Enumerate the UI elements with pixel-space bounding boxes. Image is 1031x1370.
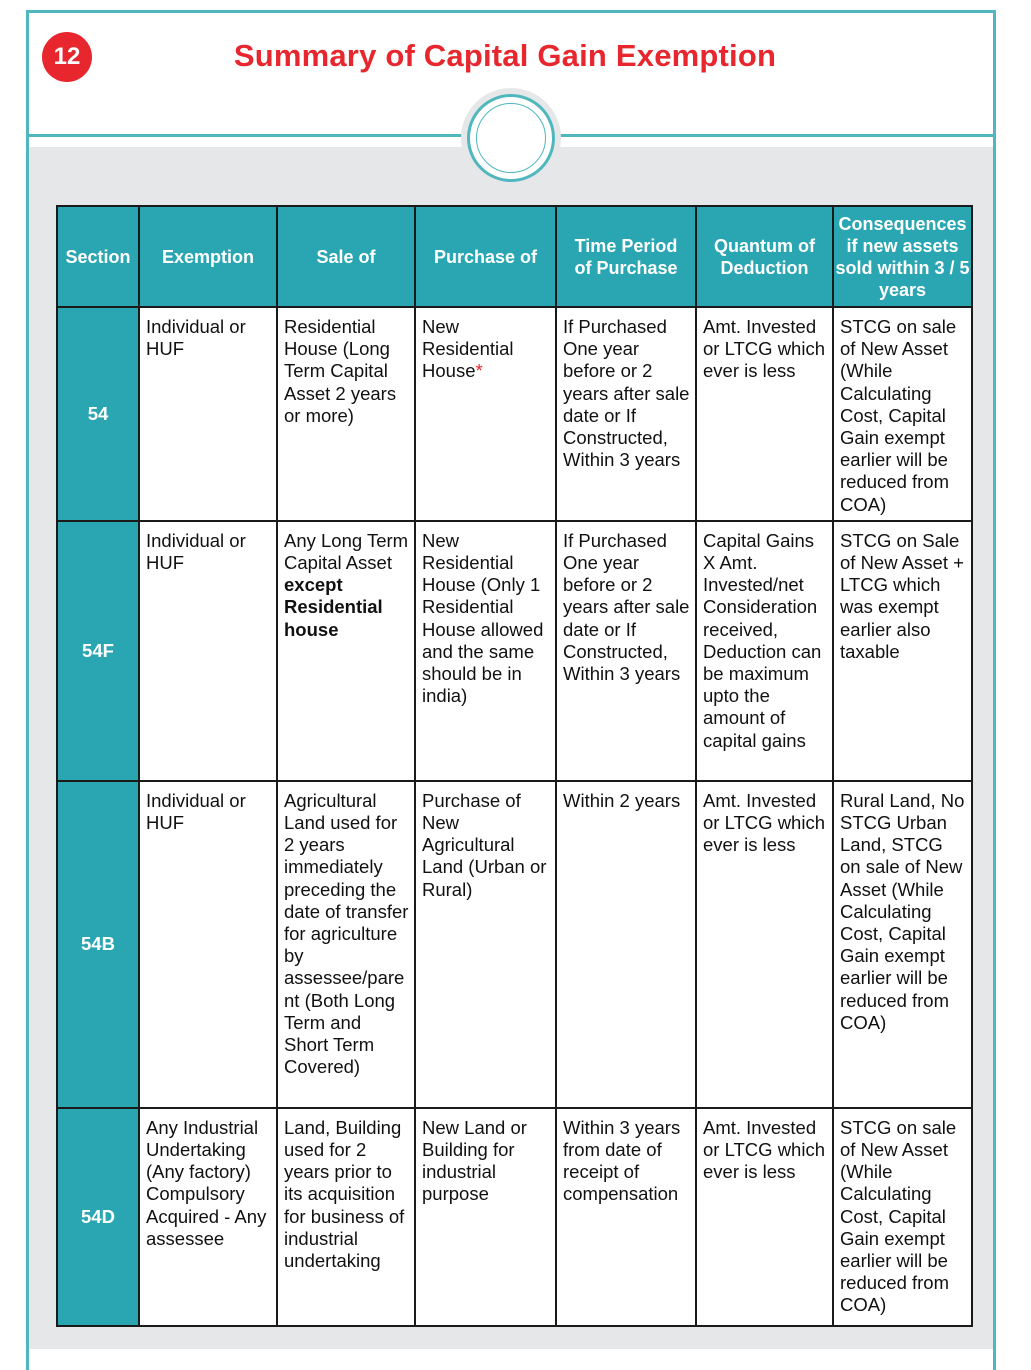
- header-section: Section: [57, 206, 139, 307]
- capital-gain-exemption-table: [56, 205, 973, 1327]
- time-period-cell: If Purchased One year before or 2 years after sale date or If Constructed, Within 3 years: [556, 307, 696, 521]
- exemption-cell: Individual or HUF: [139, 307, 277, 521]
- divider-ornament-inner-ring: [476, 103, 546, 173]
- consequences-cell: STCG on sale of New Asset (While Calculating Cost, Capital Gain exempt earlier will be reduced from COA): [833, 307, 972, 521]
- consequences-cell: STCG on sale of New Asset (While Calculating Cost, Capital Gain exempt earlier will be reduced from COA): [833, 1108, 972, 1326]
- table-row: [57, 521, 972, 781]
- quantum-cell: Amt. Invested or LTCG which ever is less: [696, 307, 833, 521]
- sale-of-text: Any Long Term Capital Asset: [284, 529, 409, 574]
- purchase-of-cell: New Land or Building for industrial purpose: [415, 1108, 556, 1326]
- table-header-row: [57, 206, 972, 307]
- page-title: Summary of Capital Gain Exemption: [233, 38, 777, 73]
- table-row: [57, 307, 972, 521]
- sale-of-cell: Agricultural Land used for 2 years immediately preceding the date of transfer for agriculture by assessee/parent (Both Long Term and Short Term Covered): [277, 781, 415, 1108]
- header-exemption: Exemption: [139, 206, 277, 307]
- sale-of-cell: Residential House (Long Term Capital Asset 2 years or more): [277, 307, 415, 521]
- sale-of-cell: Land, Building used for 2 years prior to its acquisition for business of industrial undertaking: [277, 1108, 415, 1326]
- purchase-of-cell: Purchase of New Agricultural Land (Urban or Rural): [415, 781, 556, 1108]
- exemption-cell: Any Industrial Undertaking (Any factory) Compulsory Acquired - Any assessee: [139, 1108, 277, 1326]
- section-cell: 54F: [57, 521, 139, 781]
- header-consequences: Consequences if new assets sold within 3 / 5 years: [833, 206, 972, 307]
- consequences-cell: Rural Land, No STCG Urban Land, STCG on sale of New Asset (While Calculating Cost, Capital Gain exempt earlier will be reduced from COA): [833, 781, 972, 1108]
- table-row: [57, 1108, 972, 1326]
- quantum-cell: Amt. Invested or LTCG which ever is less: [696, 781, 833, 1108]
- header-sale-of: Sale of: [277, 206, 415, 307]
- time-period-cell: Within 2 years: [556, 781, 696, 1108]
- purchase-of-cell: [415, 307, 556, 521]
- section-cell: 54D: [57, 1108, 139, 1326]
- exemption-cell: Individual or HUF: [139, 781, 277, 1108]
- header-quantum: Quantum of Deduction: [696, 206, 833, 307]
- sale-of-cell: [277, 521, 415, 781]
- section-cell: 54B: [57, 781, 139, 1108]
- table-row: [57, 781, 972, 1108]
- time-period-cell: If Purchased One year before or 2 years after sale date or If Constructed, Within 3 years: [556, 521, 696, 781]
- consequences-cell: STCG on Sale of New Asset + LTCG which was exempt earlier also taxable: [833, 521, 972, 781]
- section-cell: 54: [57, 307, 139, 521]
- footnote-asterisk: *: [475, 360, 483, 382]
- quantum-cell: Capital Gains X Amt. Invested/net Consideration received, Deduction can be maximum upto the amount of capital gains: [696, 521, 833, 781]
- sale-of-exception: except Residential house: [284, 574, 383, 640]
- header-purchase-of: Purchase of: [415, 206, 556, 307]
- page-number-badge: 12: [42, 32, 92, 82]
- purchase-of-text: New Residential House: [422, 316, 514, 382]
- purchase-of-cell: New Residential House (Only 1 Residential House allowed and the same should be in india): [415, 521, 556, 781]
- divider-ornament: [467, 94, 555, 182]
- quantum-cell: Amt. Invested or LTCG which ever is less: [696, 1108, 833, 1326]
- header-time-period: Time Period of Purchase: [556, 206, 696, 307]
- time-period-cell: Within 3 years from date of receipt of compensation: [556, 1108, 696, 1326]
- exemption-cell: Individual or HUF: [139, 521, 277, 781]
